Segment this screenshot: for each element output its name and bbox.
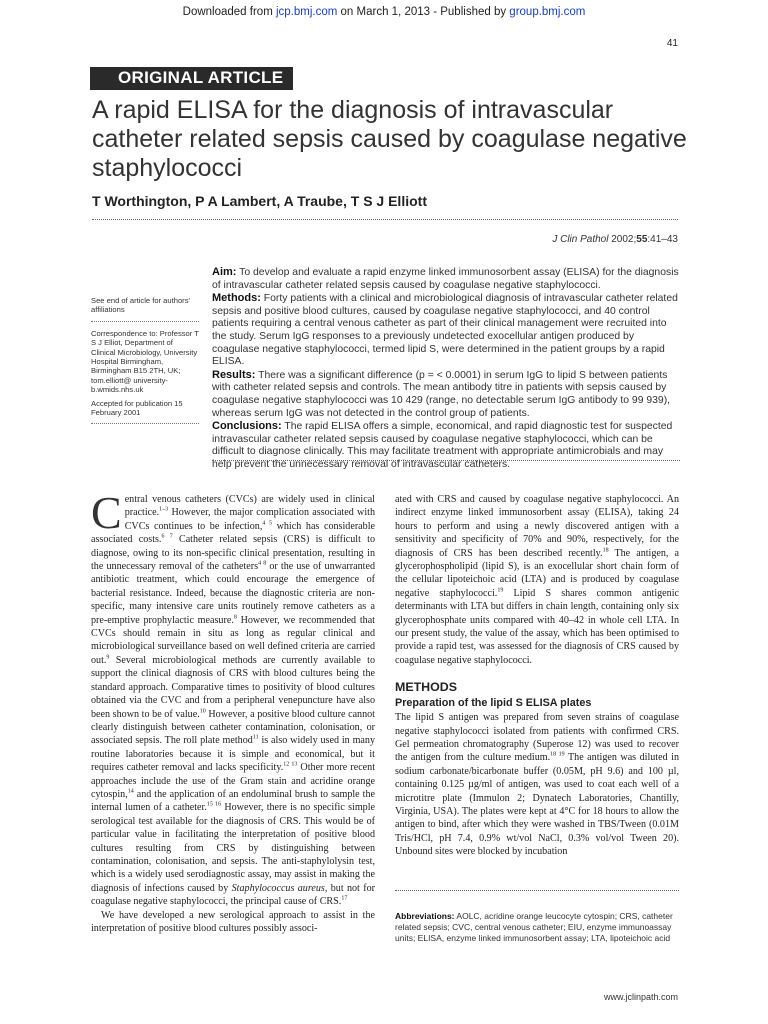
body-paragraph: [395, 493, 679, 667]
body-paragraph: We have developed a new serological approach to assist in the interpretation of positive blood cultures possibly associ-: [91, 909, 375, 934]
conclusions-label: Conclusions:: [212, 420, 282, 433]
ref: 10: [199, 708, 206, 715]
citation-pages: :41–43: [647, 234, 678, 245]
body-column-right: [395, 493, 679, 859]
banner-mid: on March 1, 2013 - Published by: [337, 6, 510, 18]
body-text: Several microbiological methods are currently available to support the clinical diagnosis of CRS with blood cultures being the standard approach. Comparative times to positivity of blood cultures obtained via the CVC and from a peripheral venepuncture have also been shown to be of value.: [91, 654, 375, 720]
ref: 19: [497, 587, 504, 594]
article-title: A rapid ELISA for the diagnosis of intravascular catheter related sepsis caused by coagulase negative staphylococci: [92, 96, 687, 182]
ref: 17: [341, 895, 348, 902]
body-paragraph: [395, 711, 679, 858]
abstract-divider: [212, 460, 680, 461]
download-banner: [0, 6, 768, 18]
abstract: [212, 266, 680, 472]
ref: 18 19: [550, 751, 565, 758]
conclusions-text: The rapid ELISA offers a simple, economical, and rapid diagnostic test for suspected intravascular catheter related sepsis caused by coagulase negative staphylococci, which can be difficult to diagnose clinically. This may facilitate treatment with appropriate antimicrobials and may help prevent the unnecessary removal of intravascular catheters.: [212, 421, 673, 470]
body-text: , but not for coagulase negative staphylococci, the principal cause of CRS.: [91, 882, 375, 908]
body-text: entral venous catheters (CVCs) are widely used in clinical practice.: [124, 494, 375, 519]
aim-text: To develop and evaluate a rapid enzyme linked immunosorbent assay (ELISA) for the diagnosis of intravascular catheter related sepsis caused by coagulase negative staphylococci.: [212, 267, 679, 291]
jcp-link[interactable]: jcp.bmj.com: [275, 6, 338, 18]
abstract-conclusions: [212, 420, 680, 471]
authors: T Worthington, P A Lambert, A Traube, T S J Elliott: [92, 193, 427, 209]
body-text: is also widely used in many routine laboratories because it is simple and economical, but it requires catheter removal and lacks specificity.: [91, 735, 375, 774]
footer-url[interactable]: www.jclinpath.com: [603, 992, 678, 1002]
body-text: The antigen was diluted in sodium carbonate/bicarbonate buffer (0.05M, pH 9.6) and 100 µl, containing 0.125 µg/ml of antigen, was used to coat each well of a microtitre plate (Immulon 2; Dynatech Laboratories, Chantilly, Virginia, USA). The plates were kept at 4°C for 18 hours to allow the antigen to bind, after which they were washed in TBS/Tween (0.01M Tris/HCl, pH 7.4, 0.9% wt/vol NaCl, 0.3% vol/vol Tween 20). Unbound sites were blocked by incubation: [395, 752, 679, 858]
body-text: Catheter related sepsis (CRS) is difficult to diagnose, owing to its non-specific clinical presentation, resulting in the unnecessary removal of the catheters: [91, 534, 375, 573]
citation-volume: 55: [636, 234, 648, 245]
ref: 18: [602, 547, 609, 554]
body-text: ated with CRS and caused by coagulase negative staphylococci. An indirect enzyme linked immunosorbent assay (ELISA), taking 24 hours to perform and using a newly discovered antigen with a sensitivity and specificity of 70% and 90%, respectively, for the diagnosis of CRS has been described recently.: [395, 494, 679, 559]
body-text: However, we recommended that CVCs should remain in situ as long as regular clinical and microbiological surveillance based on well defined criteria are carried out.: [91, 614, 375, 666]
body-text: and the application of an endoluminal brush to sample the internal lumen of a catheter.: [91, 788, 375, 814]
group-bmj-link[interactable]: group.bmj.com: [509, 6, 586, 18]
sidebar-divider: [91, 321, 199, 322]
body-text: However, a positive blood culture cannot clearly distinguish between catheter contamination, colonisation, or associated sepsis. The roll plate method: [91, 708, 375, 747]
sidebar: [91, 296, 199, 431]
aim-label: Aim:: [212, 266, 237, 278]
abbreviations-text: AOLC, acridine orange leucocyte cytospin; CRS, catheter related sepsis; CVC, central venous catheter; EIU, enzyme immunoassay units; ELISA, enzyme linked immunosorbent assay; LTA, lipoteichoic acid: [395, 911, 673, 943]
article-type-label: ORIGINAL ARTICLE: [90, 67, 293, 90]
sidebar-divider: [91, 423, 199, 424]
ref: 14: [127, 788, 134, 795]
ref: 11: [252, 734, 259, 741]
section-heading: METHODS: [395, 680, 457, 695]
page-number: 41: [666, 38, 678, 49]
abstract-aim: [212, 266, 680, 292]
abbreviations: [395, 911, 679, 944]
abbreviations-divider: [395, 890, 679, 891]
abstract-results: [212, 369, 680, 420]
correspondence: Correspondence to: Professor T S J Elliot, Department of Clinical Microbiology, University Hospital Birmingham, Birmingham B15 2TH, UK; tom.elliott@ university-b.wmids.nhs.uk: [91, 328, 199, 395]
body-text: The antigen, a glycerophospholipid (lipid S), is an exocellular short chain form of the cellular lipoteichoic acid (LTA) and is produced by coagulase negative staphylococci.: [395, 547, 679, 599]
divider: [92, 219, 678, 220]
body-text: However, there is no specific simple serological test available for the diagnosis of CRS. This would be of particular value in facilitating the interpretation of positive blood cultures resulting from CRS by distinguishing between contamination, colonisation, and sepsis. The anti-staphylolysin test, which is a widely used serodiagnostic assay, may assist in making the diagnosis of infections caused by: [91, 802, 376, 894]
species-name: Staphylococcus aureus: [231, 882, 325, 894]
abbreviations-label: Abbreviations:: [395, 911, 455, 921]
body-text: Other more recent approaches include the use of the Gram stain and acridine orange cytospin,: [91, 762, 376, 800]
ref: 4 5: [262, 520, 272, 527]
ref: 6 7: [161, 533, 173, 540]
results-label: Results:: [212, 368, 256, 381]
body-column-left: [91, 487, 376, 935]
methods-label: Methods:: [212, 292, 261, 305]
accepted-date: Accepted for publication 15 February 2001: [91, 398, 183, 418]
dropcap: C: [91, 487, 122, 538]
body-text: However, the major complication associated with CVCs continues to be infection,: [124, 507, 375, 532]
body-text: which has considerable associated costs.: [91, 520, 375, 546]
intro-paragraph: [91, 487, 376, 909]
ref: 15 16: [206, 801, 222, 808]
ref: 8: [233, 614, 237, 621]
subsection-heading: Preparation of the lipid S ELISA plates: [395, 696, 592, 709]
affiliations-note: See end of article for authors' affiliations: [91, 296, 190, 315]
ref: 12 13: [283, 761, 298, 768]
abstract-methods: [212, 292, 680, 369]
ref: 1–3: [159, 507, 169, 514]
methods-text: Forty patients with a clinical and microbiological diagnosis of intravascular catheter related sepsis and positive blood cultures, caused by coagulase negative staphylococci, and 40 control patients requiring a central venous catheter as part of their clinical management were recruited into the study. Serum IgG responses to a previously undetected exocellular antigen produced by coagulase negative staphylococci, termed lipid S, were determined in the patient groups by a rapid ELISA.: [212, 293, 678, 368]
results-text: There was a significant difference (p = < 0.0001) in serum IgG to lipid S between patients with catheter related sepsis and controls. The mean antibody titre in patients with sepsis caused by coagulase negative staphylococci was 10 429 (range, no detectable serum IgG antibody to 99 939), whereas serum IgG was not detected in the control group of patients.: [212, 369, 671, 419]
body-text: The lipid S antigen was prepared from seven strains of coagulase negative staphylococci isolated from patients with confirmed CRS. Gel permeation chromatography (Superose 12) was used to recover the antigen from the culture medium.: [395, 712, 679, 764]
citation: [552, 234, 678, 245]
banner-prefix: Downloaded from: [182, 6, 276, 18]
ref: 4 8: [258, 560, 267, 567]
ref: 9: [106, 654, 110, 661]
body-text: or the use of unwarranted antibiotic treatment, which could encourage the emergence of bacterial resistance. Indeed, because the diagnostic criteria are non-specific, many intensive care units routinely remove catheters as a pre-emptive prophylactic measure.: [91, 561, 375, 626]
body-text: Lipid S shares common antigenic determinants with LTA but differs in chain length, containing only six glycerophosphate units compared with 40–42 in whole cell LTA. In our present study, the value of the assay, which has been optimised to provide a rapid test, was assessed for the diagnosis of CRS caused by coagulase negative staphylococci.: [395, 587, 679, 666]
journal-name: J Clin Pathol: [552, 234, 609, 245]
citation-year: 2002;: [608, 234, 637, 245]
